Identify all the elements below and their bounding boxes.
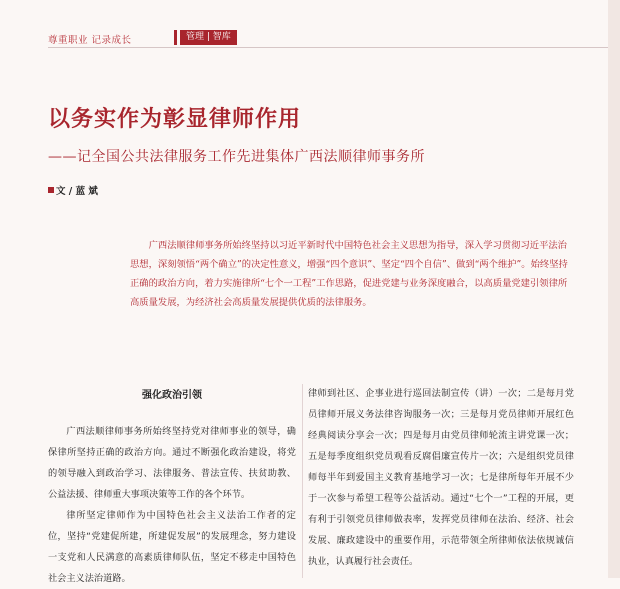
byline-text: 文 / 蓝 斌 — [56, 186, 98, 197]
article-title: 以务实作为彰显律师作用 — [48, 106, 302, 132]
left-column — [48, 386, 296, 589]
body-paragraph: 律所坚定律师作为中国特色社会主义法治工作者的定位，坚持“党建促所建，所建促发展”的发展理念，努力建设一支党和人民满意的高素质律师队伍，坚定不移走中国特色社会主义法治道路。 — [48, 510, 296, 584]
right-column — [308, 383, 574, 572]
article-subtitle: ——记全国公共法律服务工作先进集体广西法顺律师事务所 — [48, 149, 425, 165]
body-paragraph: 律师到社区、企事业进行巡回法制宣传（讲）一次；二是每月党员律师开展义务法律咨询服务一次；三是每月党员律师开展红色经典阅读分享会一次；四是每月由党员律师轮流主讲党课一次；五是每季度组织党员观看反腐倡廉宣传片一次；六是组织党员律师每半年到爱国主义教育基地学习一次；七是律所每年开展不少于一次参与希望工程等公益活动。通过“七个一”工程的开展，更有利于引领党员律师做表率，发挥党员律师在法治、经济、社会发展、廉政建设中的重要作用，示范带领全所律师依法依规诚信执业，认真履行社会责任。 — [308, 388, 574, 567]
byline-square-icon — [48, 187, 54, 193]
page-header — [0, 0, 620, 52]
section-tag-accent — [174, 30, 177, 45]
column-divider — [302, 384, 303, 578]
article-byline — [48, 183, 98, 197]
section-heading: 强化政治引领 — [142, 390, 202, 401]
section-tag: 管理 | 智库 — [180, 30, 237, 45]
page-edge — [608, 0, 620, 578]
body-paragraph: 广西法顺律师事务所始终坚持党对律师事业的领导，确保律所坚持正确的政治方向。通过不断强化政治建设，将党的领导融入到政治学习、法律服务、普法宣传、扶贫助教、公益法援、律师重大事项决策等工作的各个环节。 — [48, 426, 296, 500]
article-intro: 广西法顺律师事务所始终坚持以习近平新时代中国特色社会主义思想为指导，深入学习贯彻习近平法治思想，深刻领悟“两个确立”的决定性意义，增强“四个意识”、坚定“四个自信”、做到“两个维护”。始终坚持正确的政治方向，着力实施律所“七个一工程”工作思路，促进党建与业务深度融合，以高质量党建引领律所高质量发展，为经济社会高质量发展提供优质的法律服务。 — [130, 240, 568, 308]
header-rule — [48, 47, 620, 48]
magazine-slogan: 尊重职业 记录成长 — [48, 35, 132, 46]
